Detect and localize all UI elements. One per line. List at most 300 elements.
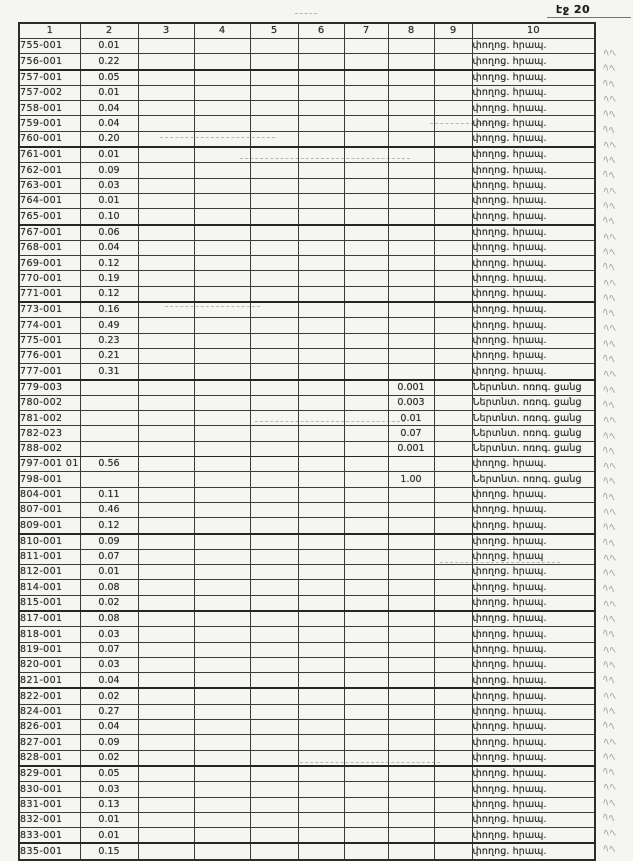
cell-col7	[344, 364, 388, 380]
cell-col4	[194, 411, 250, 426]
cell-col6	[298, 735, 344, 750]
table-row	[19, 565, 595, 580]
cell-col8	[388, 256, 434, 271]
cell-col2: 0.02	[80, 688, 138, 704]
cell-col7	[344, 843, 388, 859]
cell-col4	[194, 147, 250, 163]
cell-col4	[194, 642, 250, 657]
cell-col3	[138, 163, 194, 178]
cell-code: 765-001	[19, 209, 80, 225]
cell-col3	[138, 318, 194, 333]
cell-col6	[298, 673, 344, 689]
cell-col2: 0.46	[80, 502, 138, 517]
cell-col9	[434, 657, 472, 672]
cell-col8	[388, 348, 434, 363]
cell-col6	[298, 611, 344, 627]
cell-note: փողոց. հրապ.	[472, 333, 595, 348]
cell-col7	[344, 657, 388, 672]
table-row	[19, 302, 595, 318]
cell-col9	[434, 549, 472, 564]
cell-col5	[250, 735, 298, 750]
table-row	[19, 735, 595, 750]
column-header-7: 7	[344, 23, 388, 39]
margin-mark	[601, 149, 621, 160]
cell-col7	[344, 85, 388, 100]
cell-col5	[250, 209, 298, 225]
cell-col3	[138, 673, 194, 689]
cell-col2	[80, 395, 138, 410]
cell-col3	[138, 518, 194, 534]
cell-note: փողոց. հրապ.	[472, 595, 595, 611]
margin-mark	[601, 760, 622, 773]
cell-col3	[138, 704, 194, 719]
cell-col3	[138, 302, 194, 318]
cell-col9	[434, 502, 472, 517]
table-row	[19, 595, 595, 611]
table-row	[19, 256, 595, 271]
margin-mark	[601, 72, 622, 85]
column-header-10: 10	[472, 23, 595, 39]
cell-note: փողոց. հրապ.	[472, 178, 595, 193]
cell-col4	[194, 286, 250, 302]
cell-col9	[434, 688, 472, 704]
cell-col6	[298, 240, 344, 255]
cell-col7	[344, 70, 388, 86]
margin-mark	[601, 516, 621, 527]
cell-col6	[298, 380, 344, 396]
cell-col9	[434, 178, 472, 193]
cell-col3	[138, 720, 194, 735]
cell-col2: 0.22	[80, 54, 138, 70]
cell-col6	[298, 828, 344, 844]
cell-code: 824-001	[19, 704, 80, 719]
cell-col2	[80, 411, 138, 426]
cell-col6	[298, 395, 344, 410]
table-row	[19, 580, 595, 595]
cell-col2: 0.12	[80, 256, 138, 271]
cell-col3	[138, 364, 194, 380]
table-row	[19, 642, 595, 657]
column-header-8: 8	[388, 23, 434, 39]
cell-col6	[298, 534, 344, 550]
margin-mark	[601, 301, 622, 314]
cell-col2: 0.04	[80, 720, 138, 735]
cell-note: փողոց. հրապ.	[472, 766, 595, 782]
margin-mark	[601, 730, 622, 743]
table-row	[19, 766, 595, 782]
cell-col9	[434, 163, 472, 178]
cell-col3	[138, 657, 194, 672]
cell-note: փողոց. հրապ.	[472, 85, 595, 100]
margin-mark	[601, 638, 622, 651]
cell-col2: 0.01	[80, 828, 138, 844]
column-header-2: 2	[80, 23, 138, 39]
cell-col8	[388, 302, 434, 318]
cell-col4	[194, 302, 250, 318]
cell-col9	[434, 812, 472, 827]
cell-col8	[388, 131, 434, 147]
cell-col7	[344, 271, 388, 286]
cell-col5	[250, 101, 298, 116]
cell-col7	[344, 797, 388, 812]
cell-col9	[434, 271, 472, 286]
cell-col4	[194, 843, 250, 859]
cell-col2: 0.03	[80, 627, 138, 642]
margin-mark	[601, 439, 622, 452]
cell-col7	[344, 131, 388, 147]
cell-note: փողոց. հրապ.	[472, 256, 595, 271]
cell-col2: 0.07	[80, 642, 138, 657]
cell-col6	[298, 704, 344, 719]
cell-col8	[388, 457, 434, 472]
cell-col4	[194, 457, 250, 472]
margin-mark	[601, 103, 621, 114]
cell-col9	[434, 735, 472, 750]
table-row	[19, 147, 595, 163]
cell-col2: 0.07	[80, 549, 138, 564]
cell-col3	[138, 611, 194, 627]
cell-note: Ներտնտ. ոռոգ. ցանց	[472, 395, 595, 410]
table-row	[19, 518, 595, 534]
table-row	[19, 240, 595, 255]
cell-code: 811-001	[19, 549, 80, 564]
cell-col4	[194, 225, 250, 241]
table-row	[19, 720, 595, 735]
cell-col7	[344, 101, 388, 116]
table-row	[19, 843, 595, 859]
cell-col7	[344, 457, 388, 472]
cell-note: փողոց. հրապ.	[472, 318, 595, 333]
cell-col2: 0.03	[80, 178, 138, 193]
cell-col6	[298, 348, 344, 363]
cell-code: 775-001	[19, 333, 80, 348]
table-row	[19, 286, 595, 302]
cell-col8	[388, 782, 434, 797]
cell-code: 781-002	[19, 411, 80, 426]
cell-col4	[194, 534, 250, 550]
cell-col4	[194, 333, 250, 348]
cell-col9	[434, 642, 472, 657]
cell-col4	[194, 441, 250, 456]
cell-col7	[344, 534, 388, 550]
cell-col5	[250, 333, 298, 348]
cell-col3	[138, 580, 194, 595]
table-row	[19, 797, 595, 812]
cell-code: 821-001	[19, 673, 80, 689]
cell-col5	[250, 595, 298, 611]
cell-col3	[138, 487, 194, 502]
margin-mark	[601, 454, 622, 467]
cell-code: 760-001	[19, 131, 80, 147]
cell-col8	[388, 240, 434, 255]
margin-mark	[601, 317, 622, 330]
cell-col3	[138, 395, 194, 410]
cell-col3	[138, 225, 194, 241]
table-row	[19, 85, 595, 100]
cell-code: 798-001	[19, 472, 80, 487]
cell-code: 768-001	[19, 240, 80, 255]
cell-col7	[344, 411, 388, 426]
scan-artifact	[295, 13, 317, 14]
cell-col4	[194, 364, 250, 380]
cell-col3	[138, 782, 194, 797]
cell-col5	[250, 70, 298, 86]
cell-col2: 0.13	[80, 797, 138, 812]
cell-col2: 0.12	[80, 286, 138, 302]
cell-col7	[344, 565, 388, 580]
cell-col5	[250, 673, 298, 689]
cell-col6	[298, 318, 344, 333]
cell-col5	[250, 395, 298, 410]
cell-col6	[298, 193, 344, 208]
cell-col4	[194, 828, 250, 844]
cell-note: փողոց. հրապ	[472, 549, 595, 564]
cell-note: Ներտնտ. ոռոգ. ցանց	[472, 411, 595, 426]
margin-mark	[601, 195, 621, 206]
cell-col6	[298, 642, 344, 657]
cell-note: փողոց. հրապ.	[472, 673, 595, 689]
margin-mark	[601, 470, 621, 481]
cell-col9	[434, 395, 472, 410]
cell-col3	[138, 271, 194, 286]
cell-col7	[344, 441, 388, 456]
cell-col9	[434, 487, 472, 502]
cell-col5	[250, 131, 298, 147]
cell-note: փողոց. հրապ.	[472, 225, 595, 241]
cell-col2: 0.04	[80, 101, 138, 116]
cell-code: 757-002	[19, 85, 80, 100]
cell-code: 777-001	[19, 364, 80, 380]
cell-code: 809-001	[19, 518, 80, 534]
cell-col5	[250, 147, 298, 163]
cell-code: 769-001	[19, 256, 80, 271]
cell-note: փողոց. հրապ.	[472, 116, 595, 131]
margin-mark	[601, 714, 622, 727]
cell-col4	[194, 704, 250, 719]
cell-col7	[344, 735, 388, 750]
table-row	[19, 380, 595, 396]
cell-col6	[298, 147, 344, 163]
cell-col2: 0.19	[80, 271, 138, 286]
cell-col7	[344, 782, 388, 797]
cell-col8	[388, 580, 434, 595]
cell-note: փողոց. հրապ.	[472, 271, 595, 286]
cell-col9	[434, 54, 472, 70]
cell-note: փողոց. հրապ.	[472, 101, 595, 116]
cell-col2: 0.08	[80, 580, 138, 595]
cell-col8: 0.001	[388, 380, 434, 396]
cell-col8	[388, 534, 434, 550]
cell-col8	[388, 39, 434, 54]
cell-col9	[434, 333, 472, 348]
cell-col7	[344, 39, 388, 54]
cell-col2: 0.01	[80, 193, 138, 208]
cell-col8	[388, 750, 434, 766]
cell-col9	[434, 225, 472, 241]
cell-col2: 0.11	[80, 487, 138, 502]
cell-col5	[250, 256, 298, 271]
cell-col9	[434, 426, 472, 441]
cell-col4	[194, 565, 250, 580]
cell-col5	[250, 441, 298, 456]
table-row	[19, 395, 595, 410]
table-row	[19, 178, 595, 193]
cell-col2	[80, 472, 138, 487]
cell-col9	[434, 318, 472, 333]
cell-col5	[250, 611, 298, 627]
cell-col5	[250, 348, 298, 363]
margin-mark	[601, 806, 622, 819]
cell-note: փողոց. հրապ.	[472, 70, 595, 86]
cell-col2: 0.09	[80, 735, 138, 750]
cell-note: Ներտնտ. ոռոգ. ցանց	[472, 380, 595, 396]
cell-col7	[344, 380, 388, 396]
margin-mark	[601, 562, 621, 573]
cell-note: փողոց. հրապ.	[472, 502, 595, 517]
cell-code: 826-001	[19, 720, 80, 735]
cell-col5	[250, 704, 298, 719]
cell-col6	[298, 843, 344, 859]
cell-col5	[250, 286, 298, 302]
cell-col3	[138, 595, 194, 611]
cell-col4	[194, 750, 250, 766]
cell-col3	[138, 828, 194, 844]
cell-code: 830-001	[19, 782, 80, 797]
cell-col3	[138, 565, 194, 580]
cell-col6	[298, 457, 344, 472]
cell-col4	[194, 688, 250, 704]
margin-mark	[601, 608, 621, 619]
margin-mark	[601, 379, 621, 390]
cell-code: 828-001	[19, 750, 80, 766]
cell-col4	[194, 85, 250, 100]
cell-code: 764-001	[19, 193, 80, 208]
cell-col4	[194, 627, 250, 642]
cell-code: 815-001	[19, 595, 80, 611]
cell-col3	[138, 812, 194, 827]
cell-col2: 0.04	[80, 673, 138, 689]
cell-note: փողոց. հրապ.	[472, 750, 595, 766]
cell-col8: 0.07	[388, 426, 434, 441]
cell-col5	[250, 85, 298, 100]
margin-mark	[601, 333, 621, 344]
cell-col9	[434, 286, 472, 302]
cell-col7	[344, 178, 388, 193]
cell-code: 761-001	[19, 147, 80, 163]
margin-mark	[601, 531, 622, 544]
cell-col5	[250, 39, 298, 54]
cell-col6	[298, 502, 344, 517]
cell-col9	[434, 116, 472, 131]
table-row	[19, 472, 595, 487]
cell-note: փողոց. հրապ.	[472, 735, 595, 750]
cell-col8: 1.00	[388, 472, 434, 487]
cell-col9	[434, 147, 472, 163]
column-header-4: 4	[194, 23, 250, 39]
cell-col8	[388, 163, 434, 178]
cell-col6	[298, 487, 344, 502]
cell-col6	[298, 209, 344, 225]
cell-col8	[388, 178, 434, 193]
cell-col5	[250, 720, 298, 735]
cell-col6	[298, 364, 344, 380]
cell-col9	[434, 364, 472, 380]
cell-code: 776-001	[19, 348, 80, 363]
cell-note: փողոց. հրապ.	[472, 565, 595, 580]
cell-col2	[80, 441, 138, 456]
cell-col8	[388, 704, 434, 719]
cell-col8	[388, 225, 434, 241]
cell-note: փողոց. հրապ.	[472, 720, 595, 735]
margin-mark	[601, 746, 621, 757]
cell-col3	[138, 39, 194, 54]
cell-col5	[250, 487, 298, 502]
cell-note: փողոց. հրապ.	[472, 611, 595, 627]
margin-mark	[601, 577, 622, 590]
cell-col5	[250, 271, 298, 286]
cell-note: փողոց. հրապ.	[472, 518, 595, 534]
cell-col7	[344, 750, 388, 766]
cell-col6	[298, 549, 344, 564]
cell-col2: 0.16	[80, 302, 138, 318]
margin-mark	[601, 425, 621, 436]
cell-col5	[250, 766, 298, 782]
margin-mark	[601, 500, 622, 513]
cell-col4	[194, 348, 250, 363]
cell-col9	[434, 518, 472, 534]
cell-col5	[250, 642, 298, 657]
cell-col4	[194, 380, 250, 396]
table-row	[19, 39, 595, 54]
cell-col9	[434, 565, 472, 580]
cell-col9	[434, 348, 472, 363]
cell-col2: 0.01	[80, 565, 138, 580]
cell-col2: 0.05	[80, 70, 138, 86]
cell-col8	[388, 518, 434, 534]
cell-col6	[298, 302, 344, 318]
table-row	[19, 209, 595, 225]
cell-note: փողոց. հրապ.	[472, 627, 595, 642]
table-row	[19, 101, 595, 116]
cell-col3	[138, 85, 194, 100]
cell-col7	[344, 518, 388, 534]
table-row	[19, 441, 595, 456]
table-row	[19, 411, 595, 426]
cell-code: 814-001	[19, 580, 80, 595]
cell-col2	[80, 380, 138, 396]
cell-note: Ներտնտ. ոռոգ. ցանց	[472, 472, 595, 487]
cell-col4	[194, 39, 250, 54]
cell-col5	[250, 688, 298, 704]
cell-col2: 0.02	[80, 595, 138, 611]
cell-note: փողոց. հրապ.	[472, 688, 595, 704]
margin-mark	[601, 838, 621, 849]
cell-col7	[344, 225, 388, 241]
cell-note: փողոց. հրապ.	[472, 704, 595, 719]
cell-col5	[250, 472, 298, 487]
cell-col7	[344, 812, 388, 827]
cell-col4	[194, 502, 250, 517]
cell-col3	[138, 457, 194, 472]
cell-col2: 0.12	[80, 518, 138, 534]
cell-col5	[250, 178, 298, 193]
cell-col7	[344, 318, 388, 333]
cell-col7	[344, 163, 388, 178]
cell-col5	[250, 318, 298, 333]
margin-mark	[601, 821, 622, 834]
margin-mark	[601, 241, 621, 252]
cell-col4	[194, 209, 250, 225]
